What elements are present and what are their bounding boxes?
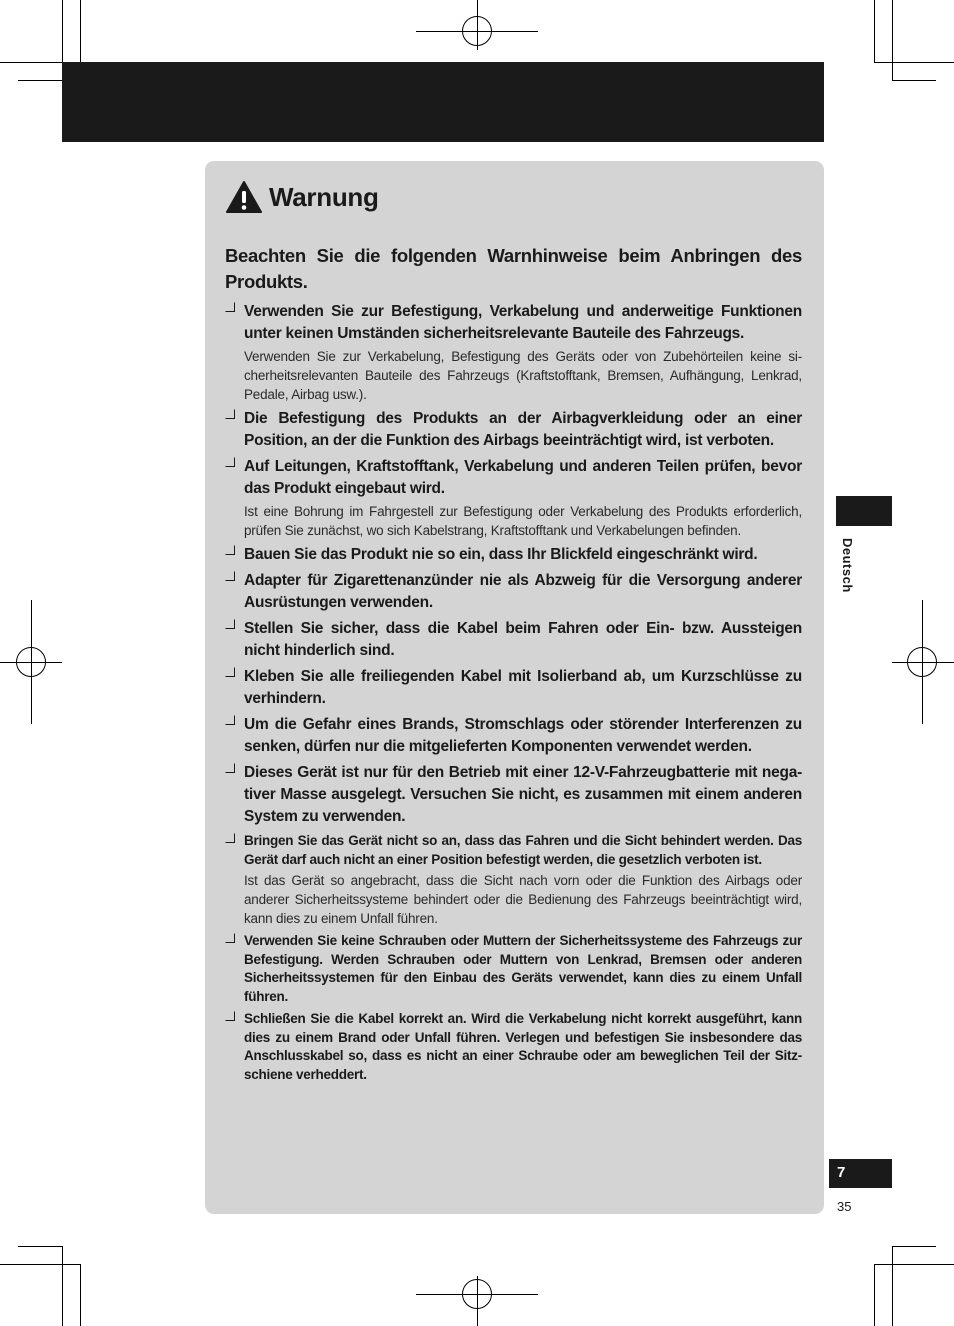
page-number: 35 bbox=[837, 1199, 852, 1214]
checkbox-bullet-icon bbox=[225, 933, 235, 943]
warning-item-body: Ist eine Bohrung im Fahrgestell zur Befestigung oder Verkabelung des Produkts erforderlich, prüfen Sie zunächst, wo sich Kabelstrang, Kraftstofftank und Verkabelungen befinden. bbox=[244, 504, 802, 538]
warning-item-body: Ist das Gerät so angebracht, dass die Sicht nach vorn oder die Funktion des Airbags oder anderer Sicherheitssysteme behindert oder die Bedienung des Fahrzeugs beeinträchtigt wird, kann dies zu einem Unfall führen. bbox=[244, 873, 802, 926]
warning-item-title: Dieses Gerät ist nur für den Betrieb mit einer 12-V-Fahrzeugbatterie mit nega-tiver Masse ausgelegt. Versuchen Sie nicht, es zusammen mit einem anderen System zu verwenden. bbox=[244, 764, 802, 825]
warning-item-body: Verwenden Sie zur Verkabelung, Befestigung des Geräts oder von Zubehörteilen keine si-cherheitsrelevanten Bauteile des Fahrzeugs (Kraftstofftank, Bremsen, Aufhängung, Lenkrad, Pedale, Airbag usw.). bbox=[244, 349, 802, 402]
warning-item-title: Schließen Sie die Kabel korrekt an. Wird die Verkabelung nicht korrekt ausgeführt, kann dies zu einem Brand oder Unfall führen. Verlegen und befestigen Sie insbesondere das Anschlusskabel so, dass es nicht an einer Schraube oder am beweglichen Teil der Sitz-schiene verheddert. bbox=[244, 1011, 802, 1082]
checkbox-bullet-icon bbox=[225, 763, 235, 773]
checkbox-bullet-icon bbox=[225, 302, 235, 312]
section-tab-label: Deutsch bbox=[840, 538, 855, 593]
checkbox-bullet-icon bbox=[225, 667, 235, 677]
checkbox-bullet-icon bbox=[225, 545, 235, 555]
checkbox-bullet-icon bbox=[225, 409, 235, 419]
checkbox-bullet-icon bbox=[225, 457, 235, 467]
header-bar bbox=[62, 62, 824, 142]
warning-item bbox=[225, 456, 802, 540]
warning-item bbox=[225, 932, 802, 1006]
checkbox-bullet-icon bbox=[225, 715, 235, 725]
warning-item-title: Kleben Sie alle freiliegenden Kabel mit Isolierband ab, um Kurzschlüsse zu verhindern. bbox=[244, 668, 802, 707]
warning-item bbox=[225, 832, 802, 928]
warning-item bbox=[225, 618, 802, 662]
warning-item bbox=[225, 544, 802, 566]
warning-item bbox=[225, 301, 802, 404]
warning-item-title: Adapter für Zigarettenanzünder nie als Abzweig für die Versorgung anderer Ausrüstungen verwenden. bbox=[244, 572, 802, 611]
warning-heading bbox=[225, 175, 802, 219]
warning-item bbox=[225, 762, 802, 828]
warning-item-title: Die Befestigung des Produkts an der Airbagverkleidung oder an einer Position, an der die Funktion des Airbags beeinträchtigt wird, ist verboten. bbox=[244, 410, 802, 449]
warning-item bbox=[225, 408, 802, 452]
warning-item-title: Um die Gefahr eines Brands, Stromschlags oder störender Interferenzen zu senken, dürfen nur die mitgelieferten Komponenten verwendet werden. bbox=[244, 716, 802, 755]
checkbox-bullet-icon bbox=[225, 619, 235, 629]
warning-item bbox=[225, 714, 802, 758]
warning-item-title: Auf Leitungen, Kraftstofftank, Verkabelung und anderen Teilen prüfen, bevor das Produkt eingebaut wird. bbox=[244, 458, 802, 497]
warning-item-title: Verwenden Sie zur Befestigung, Verkabelung und anderweitige Funktionen unter keinen Umständen sicherheitsrelevante Bauteile des Fahrzeugs. bbox=[244, 303, 802, 342]
warning-title: Warnung bbox=[269, 181, 379, 212]
warning-item bbox=[225, 1010, 802, 1084]
warning-panel bbox=[205, 161, 824, 1214]
warning-item-title: Stellen Sie sicher, dass die Kabel beim Fahren oder Ein- bzw. Aussteigen nicht hinderlich sind. bbox=[244, 620, 802, 659]
warning-subheading: Beachten Sie die folgenden Warnhinweise beim Anbringen des Produkts. bbox=[225, 245, 802, 292]
warning-item-title: Bringen Sie das Gerät nicht so an, dass das Fahren und die Sicht behindert werden. Das Gerät darf auch nicht an einer Position befestigt werden, die gesetzlich verboten ist. bbox=[244, 833, 802, 867]
checkbox-bullet-icon bbox=[225, 571, 235, 581]
section-tab-marker bbox=[836, 496, 892, 526]
warning-item-title: Verwenden Sie keine Schrauben oder Muttern der Sicherheitssysteme des Fahrzeugs zur Befestigung. Werden Schrauben oder Muttern von Lenkrad, Bremsen oder anderen Sicherheitssystemen für den Einbau des Geräts verwendet, kann dies zu einem Unfall führen. bbox=[244, 933, 802, 1004]
warning-list bbox=[225, 301, 802, 1084]
checkbox-bullet-icon bbox=[225, 833, 235, 843]
warning-item bbox=[225, 570, 802, 614]
checkbox-bullet-icon bbox=[225, 1011, 235, 1021]
warning-triangle-icon bbox=[225, 180, 263, 214]
warning-item-title: Bauen Sie das Produkt nie so ein, dass Ihr Blickfeld eingeschränkt wird. bbox=[244, 546, 758, 563]
chapter-number: 7 bbox=[829, 1159, 892, 1188]
warning-item bbox=[225, 666, 802, 710]
